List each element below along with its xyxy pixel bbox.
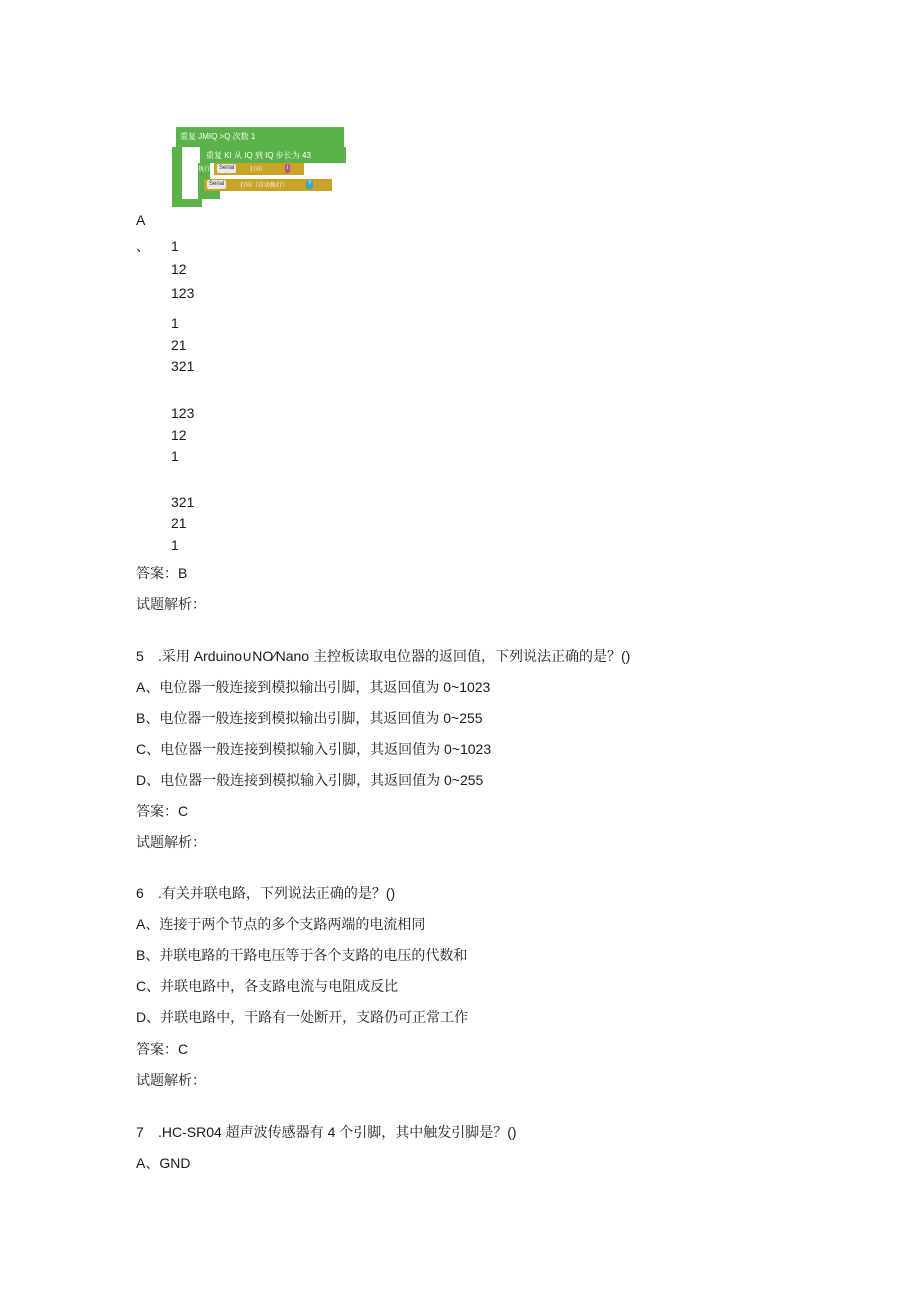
q7-option-a: A、GND xyxy=(136,1155,191,1171)
print-label: 打印 xyxy=(250,167,263,173)
option-d-line2: 21 xyxy=(171,515,187,531)
option-d-line1: 321 xyxy=(171,494,195,510)
option-b-line2: 21 xyxy=(171,337,187,353)
option-a-line1: 1 xyxy=(171,238,179,254)
println-label: 打印（自动换行） xyxy=(240,183,289,189)
var-pill: i xyxy=(287,165,289,171)
q5-stem: .采用 Arduino∪NO⁄Nano 主控板读取电位器的返回值，下列说法正确的是？() xyxy=(158,648,631,664)
q4-analysis: 试题解析： xyxy=(136,596,206,612)
q5-number: 5 xyxy=(136,648,144,664)
inner-loop-label: 重复 KI 从 IQ 到 IQ 步长为 43 xyxy=(206,151,311,160)
q5-option-d: D、电位器一般连接到模拟输入引脚，其返回值为 0~255 xyxy=(136,772,484,788)
option-a-letter: A xyxy=(136,212,146,228)
serial-pill-2: Serial xyxy=(209,181,225,187)
outer-loop-side xyxy=(172,147,182,205)
option-a-line2: 12 xyxy=(171,261,187,277)
option-d-line3: 1 xyxy=(171,537,179,553)
inner-loop-foot xyxy=(198,191,220,199)
q7-number: 7 xyxy=(136,1124,144,1140)
q7-stem: .HC-SR04 超声波传感器有 4 个引脚，其中触发引脚是？() xyxy=(158,1124,517,1140)
q5-answer: 答案：C xyxy=(136,803,189,819)
do-label: 执行 xyxy=(198,167,211,173)
option-c-line2: 12 xyxy=(171,427,187,443)
value-pill: ? xyxy=(308,181,312,187)
q6-answer: 答案：C xyxy=(136,1041,189,1057)
q5-option-b: B、电位器一般连接到模拟输出引脚，其返回值为 0~255 xyxy=(136,710,483,726)
option-mark: 、 xyxy=(136,238,150,254)
option-c-line3: 1 xyxy=(171,448,179,464)
q5-option-c: C、电位器一般连接到模拟输入引脚，其返回值为 0~1023 xyxy=(136,741,492,757)
q6-option-d: D、并联电路中，干路有一处断开，支路仍可正常工作 xyxy=(136,1009,469,1025)
q6-number: 6 xyxy=(136,885,144,901)
q5-analysis: 试题解析： xyxy=(136,834,206,850)
q5-option-a: A、电位器一般连接到模拟输出引脚，其返回值为 0~1023 xyxy=(136,679,491,695)
outer-loop-label: 重复 JMIQ >Q 次数 1 xyxy=(180,132,256,141)
q6-option-b: B、并联电路的干路电压等于各个支路的电压的代数和 xyxy=(136,947,468,963)
q6-stem: .有关并联电路，下列说法正确的是？() xyxy=(158,885,396,901)
q6-analysis: 试题解析： xyxy=(136,1072,206,1088)
q6-option-a: A、连接于两个节点的多个支路两端的电流相同 xyxy=(136,916,426,932)
option-c-line1: 123 xyxy=(171,405,195,421)
serial-pill: Serial xyxy=(219,165,235,171)
q6-option-c: C、并联电路中，各支路电流与电阻成反比 xyxy=(136,978,399,994)
q4-answer: 答案：B xyxy=(136,565,188,581)
option-b-line3: 321 xyxy=(171,358,195,374)
option-a-line3: 123 xyxy=(171,285,195,301)
outer-loop-foot xyxy=(172,199,202,207)
block-code-image xyxy=(170,127,348,209)
option-b-line1: 1 xyxy=(171,315,179,331)
